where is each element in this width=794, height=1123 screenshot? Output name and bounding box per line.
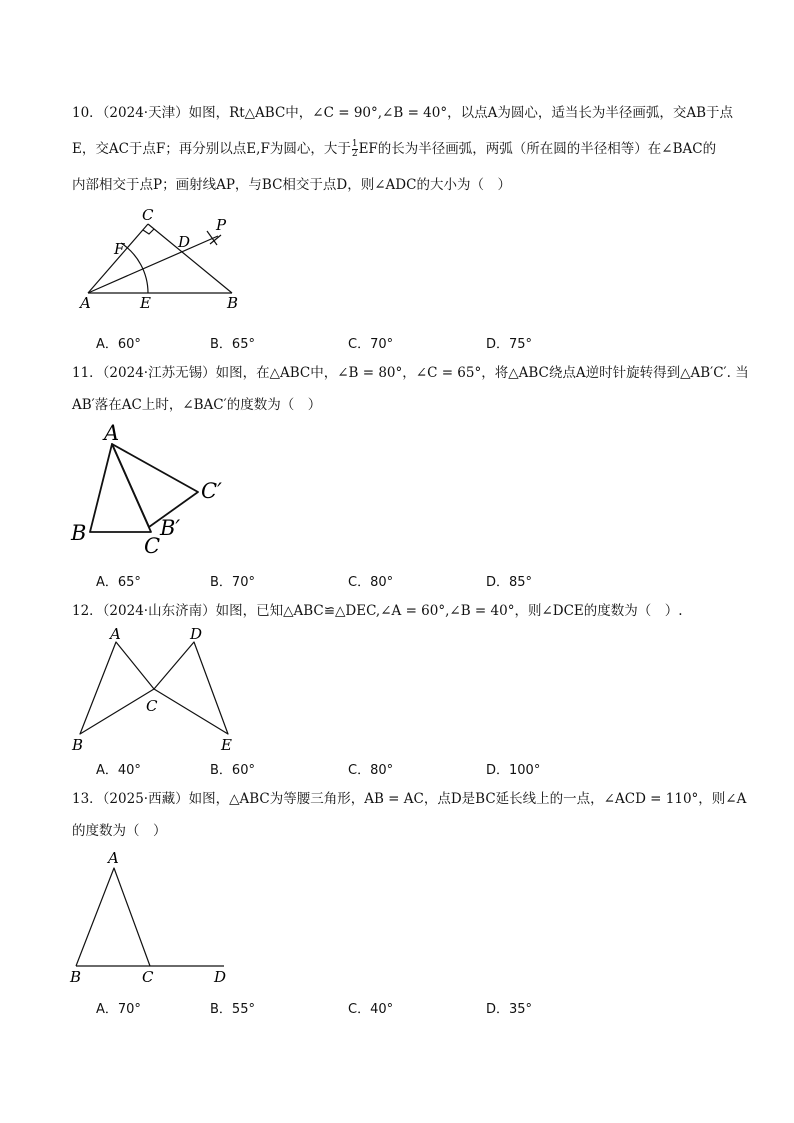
q11-option-b[interactable]: B．70° xyxy=(210,575,255,590)
q10-figure xyxy=(70,200,250,315)
q13-option-d[interactable]: D．35° xyxy=(486,1002,533,1017)
q13-stem-line-1: 13．（2025·西藏）如图，△ABC为等腰三角形，AB = AC，点D是BC延长线上的一点，∠ACD = 110°，则∠A xyxy=(72,791,747,807)
q10-option-d[interactable]: D．75° xyxy=(486,337,533,352)
q10-label-p: P xyxy=(216,216,227,234)
q11-label-c: C xyxy=(144,534,161,558)
q12-triangle-abc xyxy=(80,642,154,734)
q11-label-b: B xyxy=(71,521,87,545)
q10-ray-ap xyxy=(88,236,218,293)
q12-triangle-dec xyxy=(154,642,228,734)
q12-option-b[interactable]: B．60° xyxy=(210,763,255,778)
q12-label-a: A xyxy=(110,625,121,643)
q11-triangle-abc xyxy=(90,444,151,532)
q13-option-b[interactable]: B．55° xyxy=(210,1002,255,1017)
q13-label-b: B xyxy=(70,968,82,986)
q10-stem-line-3: 内部相交于点P；画射线AP，与BC相交于点D，则∠ADC的大小为（ ） xyxy=(72,177,511,193)
q10-right-angle-mark xyxy=(143,229,154,234)
q11-label-a: A xyxy=(104,421,120,445)
q10-label-d: D xyxy=(178,233,191,251)
q12-option-c[interactable]: C．80° xyxy=(348,763,394,778)
q13-label-a: A xyxy=(108,849,119,867)
q10-option-a[interactable]: A．60° xyxy=(96,337,141,352)
q11-stem-line-2: AB′落在AC上时，∠BAC′的度数为（ ） xyxy=(72,397,322,413)
q10-option-b[interactable]: B．65° xyxy=(210,337,255,352)
q10-fraction-numerator: 1 xyxy=(351,139,358,149)
q10-segment-ac xyxy=(88,224,148,293)
q10-stem-line-2-text-cont: EF的长为半径画弧，两弧（所在圆的半径相等）在∠BAC的 xyxy=(358,141,717,157)
q11-stem-line-1: 11．（2024·江苏无锡）如图，在△ABC中，∠B = 80°，∠C = 65°，将△ABC绕点A逆时针旋转得到△AB′C′. 当 xyxy=(72,365,749,381)
q12-label-c: C xyxy=(146,697,158,715)
q10-label-a: A xyxy=(80,294,91,312)
q12-figure xyxy=(66,622,246,757)
q10-label-c: C xyxy=(142,206,154,224)
q12-option-d[interactable]: D．100° xyxy=(486,763,541,778)
q10-label-b: B xyxy=(227,294,239,312)
q11-label-c-prime: C′ xyxy=(201,479,222,503)
q11-option-a[interactable]: A．65° xyxy=(96,575,141,590)
q10-stem-line-2 xyxy=(72,140,716,159)
q10-label-f: F xyxy=(114,240,125,258)
q12-label-b: B xyxy=(72,736,84,754)
q11-label-b-prime: B′ xyxy=(160,516,181,540)
q10-fraction-denominator: 2 xyxy=(351,149,358,159)
q13-label-d: D xyxy=(214,968,227,986)
q12-label-e: E xyxy=(221,736,232,754)
q12-option-a[interactable]: A．40° xyxy=(96,763,141,778)
q12-stem-line-1: 12．（2024·山东济南）如图，已知△ABC≌△DEC,∠A = 60°,∠B = 40°，则∠DCE的度数为（ ）. xyxy=(72,603,683,619)
q13-sides-ab-ac xyxy=(76,868,150,966)
q12-label-d: D xyxy=(190,625,203,643)
q10-stem-line-2-text: E，交AC于点F；再分别以点E,F为圆心，大于 xyxy=(72,141,351,157)
q10-fraction xyxy=(352,140,358,159)
q13-option-c[interactable]: C．40° xyxy=(348,1002,394,1017)
q10-option-c[interactable]: C．70° xyxy=(348,337,394,352)
q11-triangle-ab1c1 xyxy=(112,444,198,527)
q13-stem-line-2: 的度数为（ ） xyxy=(72,823,167,839)
q13-label-c: C xyxy=(142,968,154,986)
q13-option-a[interactable]: A．70° xyxy=(96,1002,141,1017)
q11-option-c[interactable]: C．80° xyxy=(348,575,394,590)
q11-option-d[interactable]: D．85° xyxy=(486,575,533,590)
q10-stem-line-1: 10．（2024·天津）如图，Rt△ABC中，∠C = 90°,∠B = 40°，以点A为圆心，适当长为半径画弧，交AB于点 xyxy=(72,105,734,121)
q11-figure xyxy=(66,420,236,560)
q13-figure xyxy=(66,846,246,991)
q10-label-e: E xyxy=(140,294,151,312)
